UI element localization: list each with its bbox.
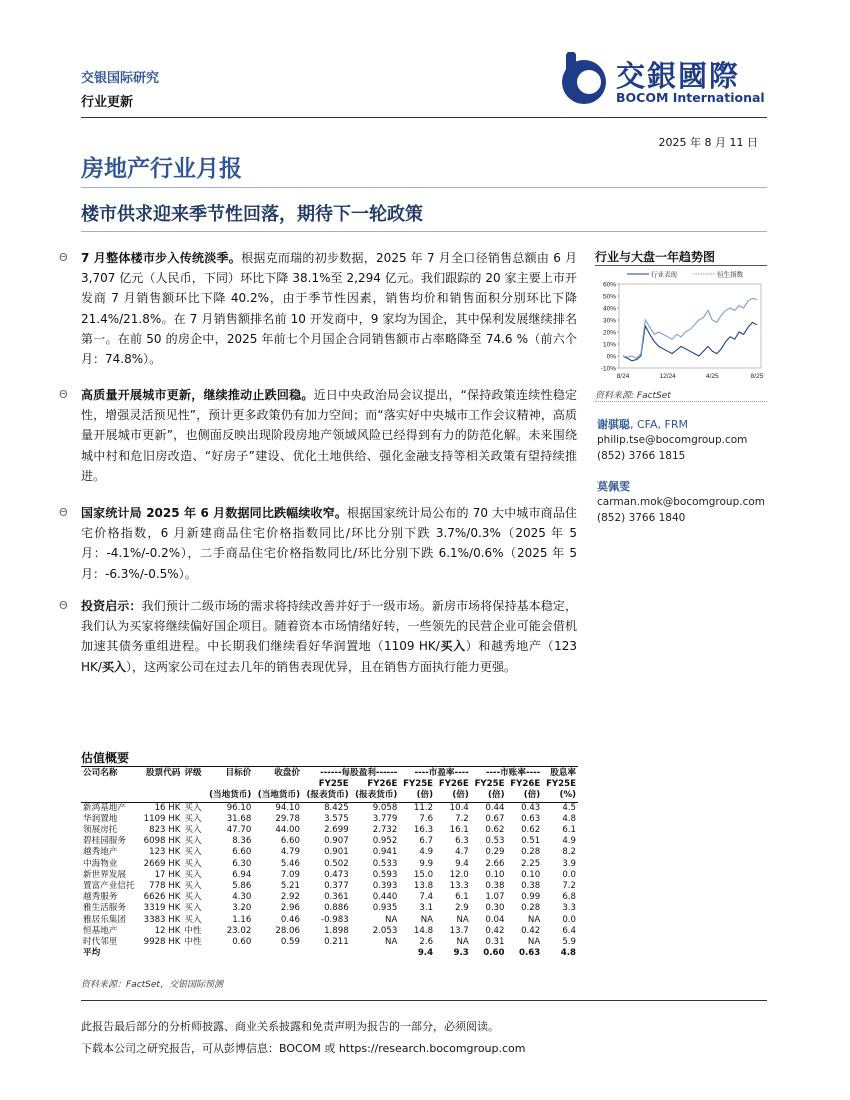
logo-chinese-text: 交銀國際 bbox=[616, 59, 741, 93]
table-cell: 9928 HK bbox=[143, 937, 181, 948]
table-cell: NA bbox=[385, 937, 398, 948]
table-row bbox=[81, 870, 578, 881]
table-cell: 置富产业信托 bbox=[83, 881, 135, 892]
report-title: 房地产行业月报 bbox=[81, 156, 242, 182]
download-text: 下载本公司之研究报告，可从彭博信息：BOCOM 或 https://research.bocomgroup.com bbox=[81, 1042, 526, 1055]
analyst-card bbox=[597, 416, 769, 462]
table-cell: 3319 HK bbox=[143, 903, 181, 914]
table-cell: 11.2 bbox=[413, 802, 434, 813]
table-cell: 17 HK bbox=[154, 869, 181, 880]
table-cell: 买入 bbox=[184, 914, 202, 925]
bullet-icon: Θ bbox=[59, 599, 68, 612]
average-value: 9.4 bbox=[417, 948, 434, 959]
empty-cell bbox=[140, 948, 183, 959]
table-cell: 7.2 bbox=[455, 813, 469, 824]
x-tick-label: 4/25 bbox=[706, 373, 719, 380]
table-cell: 碧桂园服务 bbox=[83, 836, 126, 847]
table-cell: 2.96 bbox=[280, 903, 300, 914]
table-top-rule bbox=[81, 766, 578, 767]
y-tick-label: 20% bbox=[602, 329, 616, 337]
table-cell: 6.60 bbox=[232, 847, 252, 858]
table-cell: 1.898 bbox=[324, 925, 349, 936]
table-cell: NA bbox=[456, 937, 469, 948]
table-cell: 47.70 bbox=[226, 825, 252, 836]
table-cell: 3.575 bbox=[324, 813, 349, 824]
col-header-eps: ------每股盈利------ bbox=[320, 768, 398, 778]
col-header-fy: FY25E bbox=[403, 779, 434, 790]
empty-cell bbox=[253, 948, 302, 959]
col-header-unit: (%) bbox=[542, 790, 578, 802]
table-cell: NA bbox=[420, 914, 434, 925]
table-cell: 0.361 bbox=[324, 892, 349, 903]
table-row bbox=[81, 802, 578, 814]
table-cell: 领展房托 bbox=[83, 825, 118, 836]
table-row bbox=[81, 903, 578, 914]
table-cell: 28.06 bbox=[275, 925, 300, 936]
table-row bbox=[81, 847, 578, 858]
col-header-code: 股票代码 bbox=[145, 768, 181, 778]
table-cell: 0.46 bbox=[280, 914, 300, 925]
paragraph-body: 我们预计二级市场的需求将持续改善并好于一级市场。新房市场将保持基本稳定，我们认为买家将继续偏好国企项目。随着资本市场情绪好转，一些领先的民营企业可能会借机加速其债务重组进程。中长期我们继续看好华润置地（1109 HK/ bbox=[81, 599, 577, 654]
table-cell: 0.10 bbox=[521, 869, 541, 880]
table-cell: 新世界发展 bbox=[83, 869, 126, 880]
col-header-target: 目标价 bbox=[225, 768, 252, 778]
table-header-row bbox=[81, 790, 578, 802]
table-cell: 8.425 bbox=[324, 802, 349, 813]
table-cell: 雅居乐集团 bbox=[83, 914, 126, 925]
analyst-name-text: 莫佩雯 bbox=[597, 480, 630, 493]
table-cell: 3.1 bbox=[419, 903, 434, 914]
x-tick-label: 8/25 bbox=[750, 373, 764, 380]
table-cell: 6.30 bbox=[232, 858, 252, 869]
report-subtitle: 楼市供求迎来季节性回落，期待下一轮政策 bbox=[81, 204, 423, 225]
table-cell: 0.886 bbox=[324, 903, 349, 914]
table-cell: 4.7 bbox=[455, 847, 469, 858]
y-tick-label: 10% bbox=[602, 341, 616, 349]
table-cell: 6.7 bbox=[419, 836, 434, 847]
table-cell: 0.53 bbox=[485, 836, 505, 847]
table-cell: 0.935 bbox=[372, 903, 398, 914]
col-header-pe: ----市盈率---- bbox=[414, 768, 469, 778]
company-name: 交银国际研究 bbox=[81, 71, 160, 86]
table-cell: 0.42 bbox=[521, 925, 541, 936]
table-cell: 3.3 bbox=[562, 903, 576, 914]
table-average-row bbox=[81, 948, 578, 959]
table-cell: 买入 bbox=[184, 836, 202, 847]
table-cell: 15.0 bbox=[413, 869, 434, 880]
table-cell: 16 HK bbox=[154, 802, 181, 813]
table-cell: 越秀地产 bbox=[83, 847, 118, 858]
table-cell: 0.901 bbox=[324, 847, 349, 858]
y-tick-label: 30% bbox=[602, 317, 616, 325]
table-cell: 96.10 bbox=[226, 802, 252, 813]
col-header-name: 公司名称 bbox=[83, 768, 118, 778]
paragraph-nbs bbox=[59, 503, 577, 584]
header-divider bbox=[81, 117, 767, 118]
bullet-icon: Θ bbox=[59, 251, 68, 264]
table-row bbox=[81, 926, 578, 937]
table-cell: 3383 HK bbox=[143, 914, 181, 925]
col-header-rating: 评级 bbox=[184, 768, 202, 778]
table-cell: 2669 HK bbox=[143, 858, 181, 869]
table-cell: 13.7 bbox=[449, 925, 469, 936]
table-cell: 买入 bbox=[184, 802, 202, 813]
table-cell: 13.8 bbox=[413, 881, 434, 892]
table-cell: 6.1 bbox=[562, 825, 576, 836]
table-cell: 5.21 bbox=[280, 881, 300, 892]
table-cell: 0.04 bbox=[485, 914, 505, 925]
table-row bbox=[81, 814, 578, 825]
table-cell: 0.473 bbox=[324, 869, 349, 880]
x-tick-label: 8/24 bbox=[616, 373, 630, 380]
empty-cell bbox=[182, 948, 204, 959]
col-header-unit: (倍) bbox=[399, 790, 435, 802]
table-cell: 0.377 bbox=[324, 881, 349, 892]
table-cell: NA bbox=[456, 914, 469, 925]
table-cell: 0.38 bbox=[521, 881, 541, 892]
table-cell: NA bbox=[527, 914, 541, 925]
paragraph-lead: 投资启示： bbox=[81, 599, 142, 613]
paragraph-body: ），这两家公司在过去几年的销售表现优异，且在销售方面执行能力更强。 bbox=[125, 659, 516, 674]
table-cell: 2.699 bbox=[324, 825, 349, 836]
y-tick-label: -10% bbox=[600, 365, 616, 373]
buy-rating: 买入 bbox=[101, 659, 126, 674]
table-header-row bbox=[81, 779, 578, 790]
valuation-source: 资料来源：FactSet，交银国际预测 bbox=[81, 980, 223, 990]
col-header-fy: FY25E bbox=[318, 779, 349, 790]
buy-rating: 买入 bbox=[439, 639, 466, 654]
table-cell: 2.25 bbox=[521, 858, 541, 869]
paragraph-body: 根据克而瑞的初步数据，2025 年 7 月全口径销售总额由 6 月 3,707 亿元（人民币，下同）环比下降 38.1%至 2,294 亿元。我们跟踪的 20 家主要上市开发商 7 月销售额环比下降 40.2%，由于季节性因素，销售均价和销售面积分别环比下降 21.4%/21.8%。在 7 月销售额排名前 10 开发商中，9 家均为国企，其中保利发展继续排名第一。在前 50 的房企中，2025 年前七个月国企合同销售额市占率略降至 74.6 %（前六个月：74.8%）。 bbox=[81, 251, 577, 367]
table-row bbox=[81, 836, 578, 847]
y-tick-label: 0% bbox=[606, 353, 616, 361]
table-cell: 94.10 bbox=[275, 802, 300, 813]
col-header-unit: (倍) bbox=[507, 790, 543, 802]
table-cell: 16.3 bbox=[413, 825, 434, 836]
paragraph-body: 近日中央政治局会议提出，“保持政策连续性稳定性，增强灵活预见性”，预计更多政策仍有加力空间；而“落实好中央城市工作会议精神，高质量开展城市更新”，也侧面反映出现阶段房地产领域风险已经得到有力的防范化解。未来围绕城中村和危旧房改造、“好房子”建设、优化土地供给、强化金融支持等相关政策有望持续推进。 bbox=[81, 388, 577, 483]
table-cell: 买入 bbox=[184, 892, 202, 903]
table-cell: 3.9 bbox=[562, 858, 576, 869]
report-date: 2025 年 8 月 11 日 bbox=[658, 136, 758, 149]
table-cell: 123 HK bbox=[149, 847, 181, 858]
table-cell: 恒基地产 bbox=[83, 925, 118, 936]
table-cell: 14.8 bbox=[413, 925, 434, 936]
table-cell: 买入 bbox=[184, 881, 202, 892]
table-cell: 3.779 bbox=[372, 813, 398, 824]
table-cell: 8.36 bbox=[232, 836, 252, 847]
table-cell: 16.1 bbox=[449, 825, 469, 836]
average-label: 平均 bbox=[83, 948, 101, 959]
table-cell: 2.732 bbox=[372, 825, 398, 836]
table-cell: 4.5 bbox=[562, 802, 576, 813]
series-line-industry bbox=[623, 322, 757, 360]
col-header-pb: ----市账率---- bbox=[485, 768, 541, 778]
subtitle-divider bbox=[81, 231, 767, 232]
table-cell: 0.941 bbox=[372, 847, 398, 858]
doc-type: 行业更新 bbox=[81, 95, 134, 110]
table-cell: 6.3 bbox=[455, 836, 469, 847]
sidebar-divider bbox=[595, 265, 767, 266]
table-cell: 2.6 bbox=[419, 937, 434, 948]
average-value: 0.60 bbox=[483, 948, 505, 959]
paragraph-lead: 高质量开展城市更新，继续推动止跌回稳。 bbox=[81, 388, 314, 402]
logo-english-text: BOCOM International bbox=[616, 90, 765, 105]
table-cell: 0.211 bbox=[324, 937, 349, 948]
analyst-card bbox=[597, 478, 769, 524]
y-tick-label: 60% bbox=[602, 281, 616, 289]
col-header-unit: (报表货币) bbox=[302, 790, 351, 802]
table-cell: 6.4 bbox=[562, 925, 576, 936]
table-cell: 0.533 bbox=[372, 858, 398, 869]
paragraph-lead: 7 月整体楼市步入传统淡季。 bbox=[81, 251, 242, 265]
table-cell: 6.94 bbox=[232, 869, 252, 880]
table-cell: 44.00 bbox=[275, 825, 300, 836]
footer-divider bbox=[81, 1000, 767, 1001]
table-cell: 6.60 bbox=[280, 836, 300, 847]
series-line-hsi bbox=[623, 298, 757, 358]
col-header-dy: 股息率 bbox=[550, 768, 576, 778]
table-cell: 2.66 bbox=[485, 858, 505, 869]
valuation-title: 估值概要 bbox=[81, 751, 130, 765]
table-cell: 0.31 bbox=[485, 937, 505, 948]
table-cell: 0.29 bbox=[485, 847, 505, 858]
table-cell: 买入 bbox=[184, 869, 202, 880]
table-cell: 1.16 bbox=[232, 914, 252, 925]
bocom-logo bbox=[556, 52, 768, 108]
table-cell: 越秀服务 bbox=[83, 892, 118, 903]
analyst-name-text: 谢骐聪 bbox=[597, 418, 630, 431]
table-cell: 778 HK bbox=[149, 881, 181, 892]
table-cell: 0.67 bbox=[485, 813, 505, 824]
x-tick-label: 12/24 bbox=[659, 373, 676, 380]
col-header-unit: (当地货币) bbox=[205, 790, 254, 802]
table-cell: 7.4 bbox=[419, 892, 434, 903]
table-cell: 0.907 bbox=[324, 836, 349, 847]
table-cell: 0.28 bbox=[521, 903, 541, 914]
plot-frame bbox=[619, 284, 761, 368]
table-cell: 31.68 bbox=[226, 813, 252, 824]
analyst-credentials: , CFA, FRM bbox=[630, 418, 688, 431]
paragraph-market bbox=[59, 248, 577, 369]
table-cell: 0.502 bbox=[324, 858, 349, 869]
table-cell: 3.20 bbox=[232, 903, 252, 914]
table-cell: 6.8 bbox=[562, 892, 576, 903]
table-cell: 5.86 bbox=[232, 881, 252, 892]
table-cell: 中性 bbox=[184, 925, 202, 936]
table-cell: 10.4 bbox=[449, 802, 469, 813]
table-cell: 0.51 bbox=[521, 836, 541, 847]
table-cell: 买入 bbox=[184, 903, 202, 914]
table-cell: 7.6 bbox=[419, 813, 434, 824]
analyst-email[interactable]: philip.tse@bocomgroup.com bbox=[597, 434, 748, 446]
y-tick-label: 40% bbox=[602, 305, 616, 313]
table-cell: 0.30 bbox=[485, 903, 505, 914]
table-cell: NA bbox=[527, 937, 541, 948]
paragraph-investment bbox=[59, 596, 577, 677]
table-cell: 华润置地 bbox=[83, 813, 118, 824]
table-cell: 0.60 bbox=[232, 937, 252, 948]
disclaimer-text: 此报告最后部分的分析师披露、商业关系披露和免责声明为报告的一部分，必须阅读。 bbox=[81, 1020, 499, 1033]
col-header-fy: FY25E bbox=[546, 779, 576, 790]
table-cell: 买入 bbox=[184, 847, 202, 858]
table-row bbox=[81, 937, 578, 948]
table-cell: 0.62 bbox=[521, 825, 541, 836]
table-cell: 6098 HK bbox=[143, 836, 181, 847]
empty-cell bbox=[205, 948, 254, 959]
table-cell: 4.30 bbox=[232, 892, 252, 903]
col-header-fy: FY26E bbox=[510, 779, 541, 790]
legend-label: 恒生指数 bbox=[717, 271, 743, 279]
table-cell: 1109 HK bbox=[143, 813, 181, 824]
table-row bbox=[81, 859, 578, 870]
empty-cell bbox=[302, 948, 351, 959]
bullet-icon: Θ bbox=[59, 388, 68, 401]
table-cell: 0.38 bbox=[485, 881, 505, 892]
table-cell: 0.10 bbox=[485, 869, 505, 880]
analyst-phone: (852) 3766 1840 bbox=[597, 512, 686, 524]
table-cell: 4.9 bbox=[562, 836, 576, 847]
bocom-logo-icon bbox=[556, 52, 614, 110]
trend-chart bbox=[595, 268, 767, 386]
table-cell: 13.3 bbox=[449, 881, 469, 892]
table-cell: 买入 bbox=[184, 825, 202, 836]
col-header-unit: (报表货币) bbox=[351, 790, 400, 802]
average-value: 9.3 bbox=[453, 948, 469, 959]
table-cell: 2.92 bbox=[280, 892, 300, 903]
average-value: 0.63 bbox=[519, 948, 541, 959]
table-cell: 0.393 bbox=[372, 881, 398, 892]
col-header-fy: FY25E bbox=[474, 779, 505, 790]
table-row bbox=[81, 881, 578, 892]
table-cell: 7.2 bbox=[562, 881, 576, 892]
table-header-row bbox=[81, 768, 578, 779]
valuation-table bbox=[81, 768, 578, 959]
table-cell: 2.9 bbox=[455, 903, 469, 914]
table-cell: 23.02 bbox=[226, 925, 252, 936]
table-cell: 0.44 bbox=[485, 802, 505, 813]
legend-label: 行业表现 bbox=[651, 271, 677, 279]
paragraph-lead: 国家统计局 2025 年 6 月数据同比跌幅续收窄。 bbox=[81, 506, 348, 520]
paragraph-policy bbox=[59, 385, 577, 486]
analyst-phone: (852) 3766 1815 bbox=[597, 450, 686, 462]
analyst-name bbox=[597, 416, 769, 432]
table-cell: 0.0 bbox=[562, 869, 576, 880]
table-cell: 2.053 bbox=[372, 925, 398, 936]
table-cell: 买入 bbox=[184, 813, 202, 824]
table-cell: 9.9 bbox=[419, 858, 434, 869]
table-cell: 0.59 bbox=[280, 937, 300, 948]
table-cell: 0.99 bbox=[521, 892, 541, 903]
table-cell: 4.79 bbox=[280, 847, 300, 858]
table-cell: 0.952 bbox=[372, 836, 398, 847]
table-cell: 0.63 bbox=[521, 813, 541, 824]
sidebar-divider bbox=[595, 401, 767, 402]
table-cell: 0.440 bbox=[372, 892, 398, 903]
table-cell: 1.07 bbox=[485, 892, 505, 903]
chart-source: 资料来源: FactSet bbox=[595, 391, 671, 401]
table-cell: 5.46 bbox=[280, 858, 300, 869]
analyst-email[interactable]: carman.mok@bocomgroup.com bbox=[597, 496, 765, 508]
table-cell: 0.43 bbox=[521, 802, 541, 813]
average-value: 4.8 bbox=[560, 948, 576, 959]
table-cell: 6.1 bbox=[455, 892, 469, 903]
table-row bbox=[81, 915, 578, 926]
col-header-close: 收盘价 bbox=[274, 768, 300, 778]
table-row bbox=[81, 892, 578, 903]
table-cell: 7.09 bbox=[280, 869, 300, 880]
table-cell: 0.28 bbox=[521, 847, 541, 858]
chart-title: 行业与大盘一年趋势图 bbox=[595, 250, 716, 264]
col-header-unit: (当地货币) bbox=[253, 790, 302, 802]
table-cell: 9.4 bbox=[455, 858, 469, 869]
table-cell: 5.9 bbox=[562, 937, 576, 948]
table-cell: 6626 HK bbox=[143, 892, 181, 903]
table-cell: 中海物业 bbox=[83, 858, 118, 869]
col-header-fy: FY26E bbox=[367, 779, 398, 790]
col-header-unit: (倍) bbox=[435, 790, 471, 802]
table-cell: 4.9 bbox=[419, 847, 434, 858]
table-cell: 中性 bbox=[184, 937, 202, 948]
table-cell: 新鸿基地产 bbox=[83, 802, 126, 813]
table-cell: 0.62 bbox=[485, 825, 505, 836]
bullet-icon: Θ bbox=[59, 506, 68, 519]
table-cell: 4.8 bbox=[562, 813, 576, 824]
table-cell: 0.42 bbox=[485, 925, 505, 936]
table-cell: NA bbox=[385, 914, 398, 925]
table-cell: 雅生活服务 bbox=[83, 903, 126, 914]
col-header-unit: (倍) bbox=[471, 790, 507, 802]
table-cell: 8.2 bbox=[562, 847, 576, 858]
analyst-name bbox=[597, 478, 769, 494]
table-cell: 12 HK bbox=[154, 925, 181, 936]
paragraph-body: 根据国家统计局公布的 70 大中城市商品住宅价格指数，6 月新建商品住宅价格指数同比/环比分别下跌 3.7%/0.3%（2025 年 5 月：-4.1%/-0.2%），二手商品住宅价格指数同比/环比分别下跌 6.1%/0.6%（2025 年 5 月：-6.3%/-0.5%）。 bbox=[81, 506, 577, 581]
col-header-fy: FY26E bbox=[438, 779, 469, 790]
table-cell: 0.0 bbox=[562, 914, 576, 925]
table-cell: 823 HK bbox=[149, 825, 181, 836]
table-cell: -0.983 bbox=[320, 914, 349, 925]
table-row bbox=[81, 825, 578, 836]
table-cell: 买入 bbox=[184, 858, 202, 869]
table-cell: 0.593 bbox=[372, 869, 398, 880]
empty-cell bbox=[351, 948, 400, 959]
table-cell: 9.058 bbox=[372, 802, 398, 813]
y-tick-label: 50% bbox=[602, 293, 616, 301]
paragraph-body: ）和越秀地产（123 HK/ bbox=[81, 639, 577, 674]
table-cell: 29.78 bbox=[275, 813, 300, 824]
table-cell: 12.0 bbox=[449, 869, 469, 880]
table-cell: 时代邻里 bbox=[83, 937, 118, 948]
title-divider bbox=[81, 187, 767, 188]
